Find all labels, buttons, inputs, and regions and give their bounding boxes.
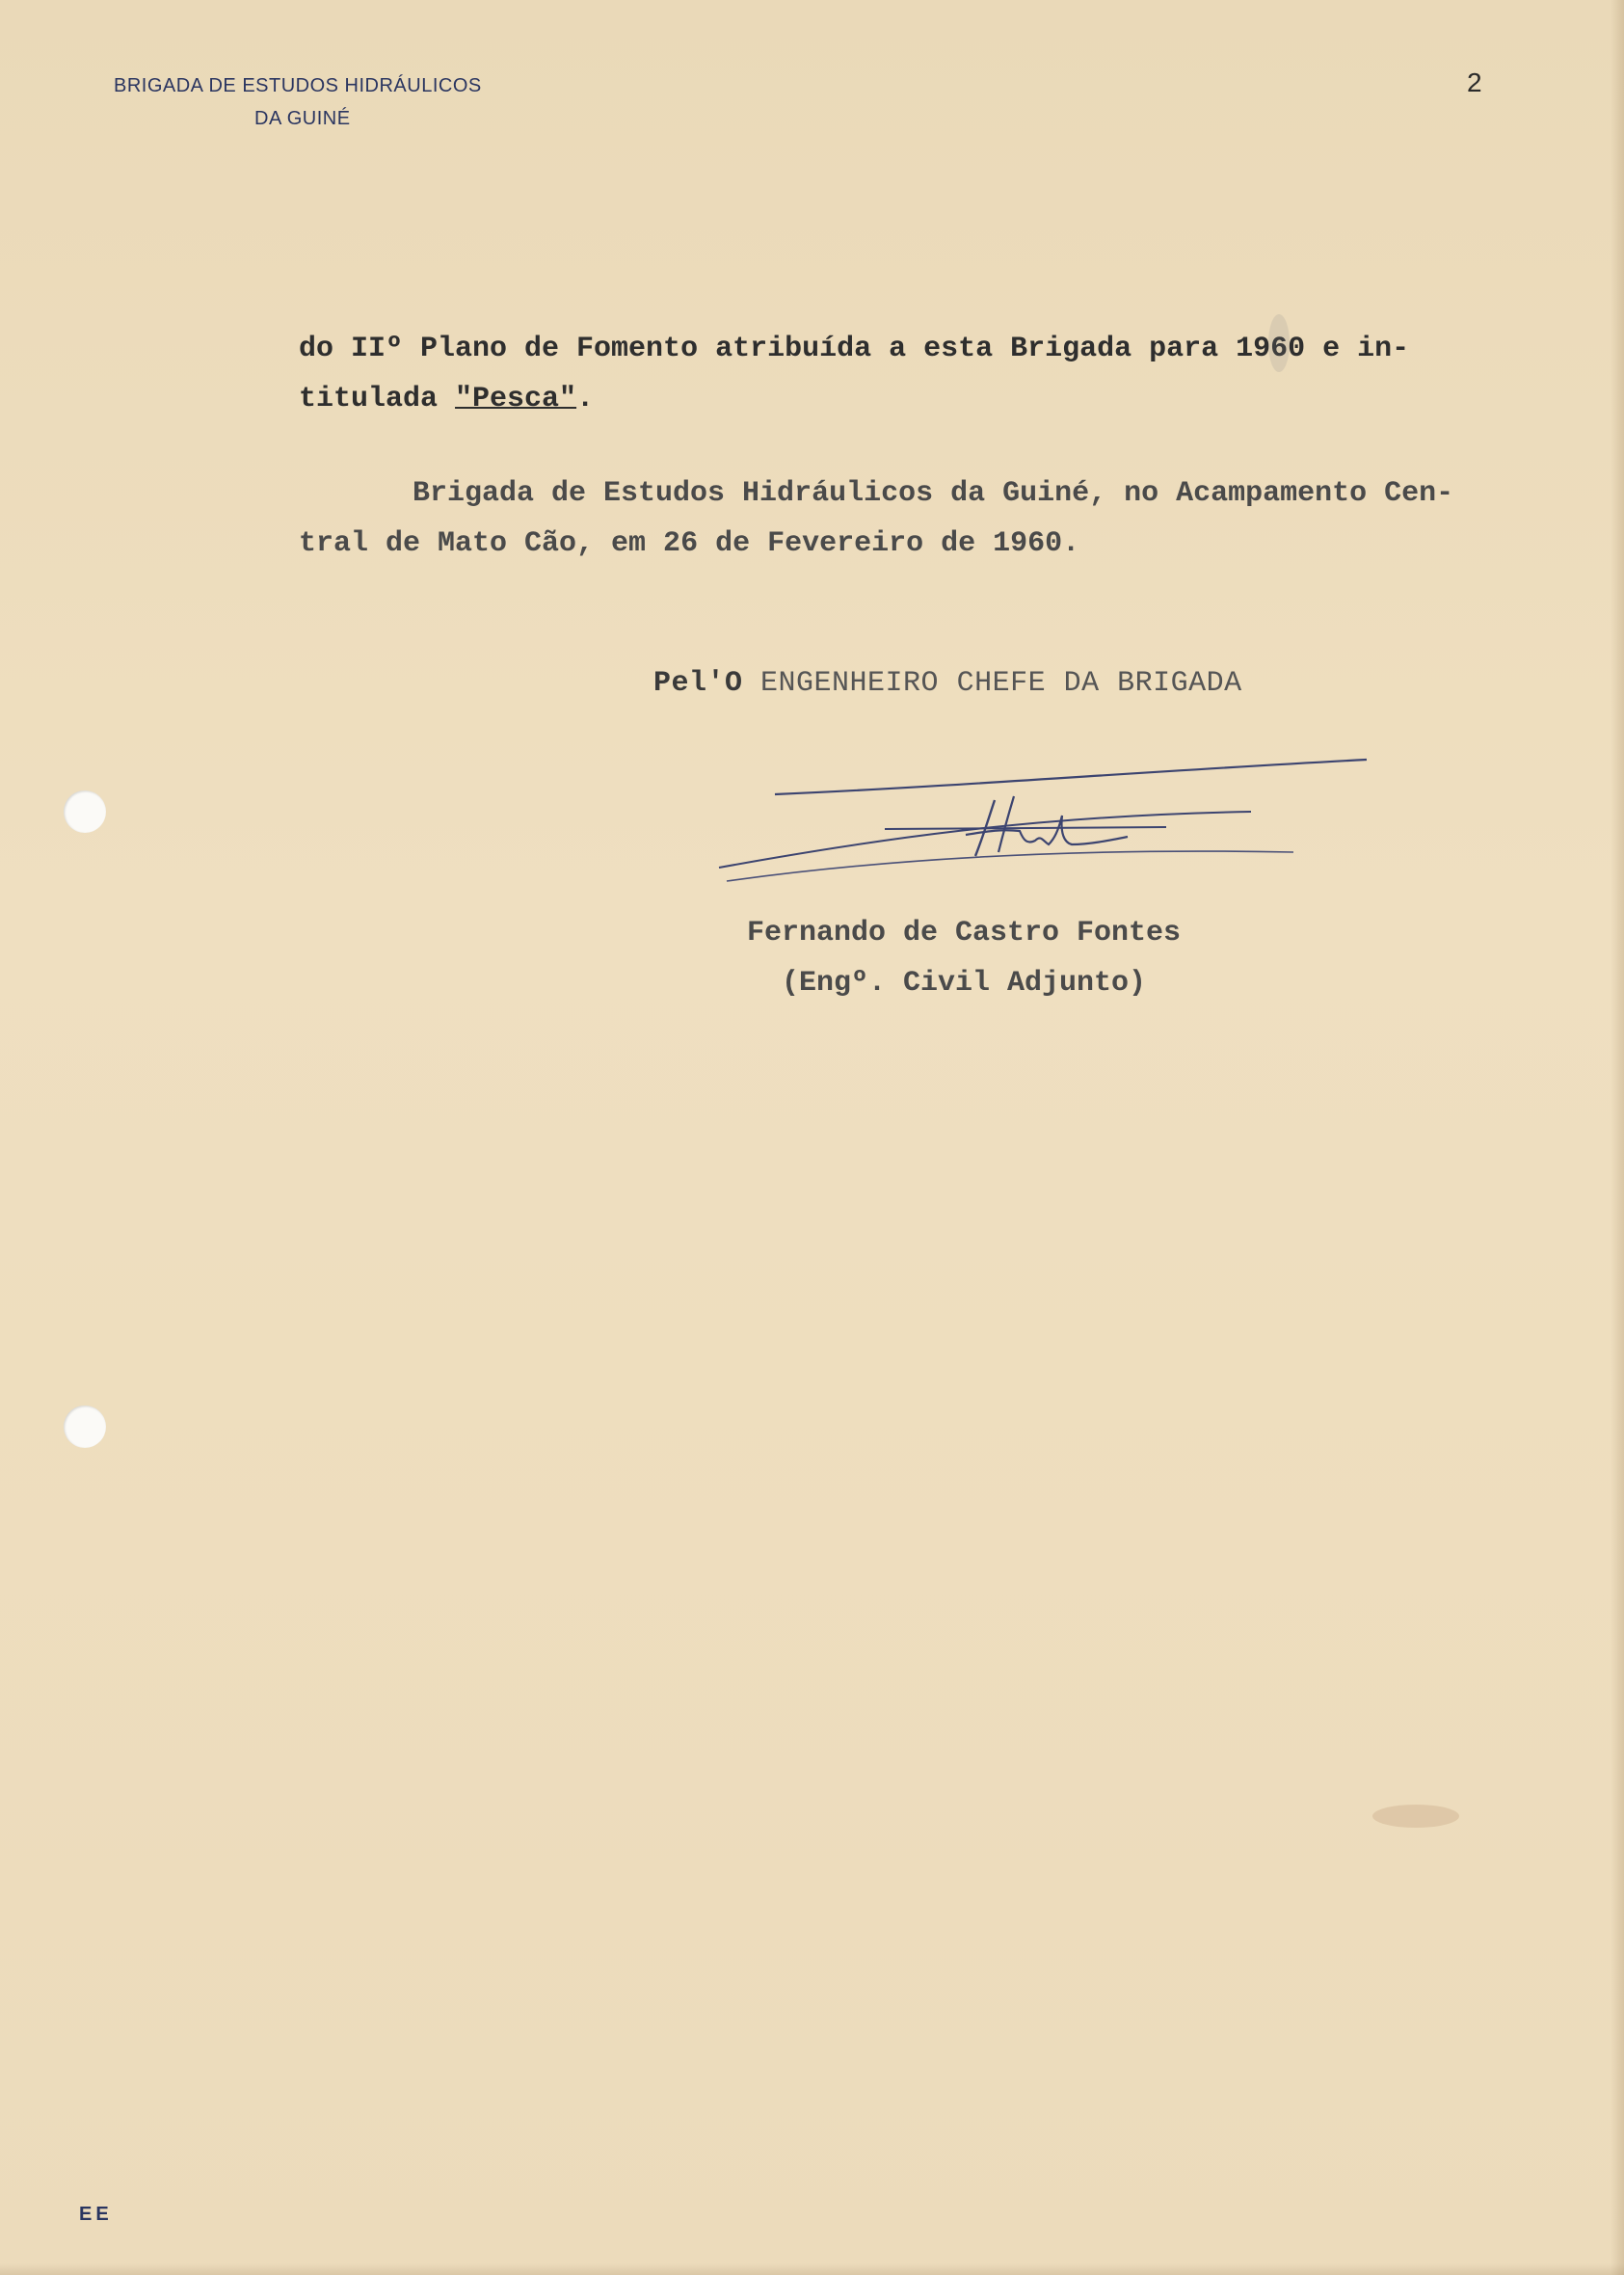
body-text: titulada [299, 383, 456, 415]
punch-hole [64, 1405, 106, 1448]
signer-block [715, 908, 1212, 1008]
body-text-period: . [576, 383, 595, 415]
letterhead-line-2: DA GUINÉ [254, 108, 351, 129]
punch-hole [64, 790, 106, 833]
signer-role: (Engº. Civil Adjunto) [781, 967, 1147, 1000]
letterhead-line-1: BRIGADA DE ESTUDOS HIDRÁULICOS [114, 75, 482, 96]
body-paragraph-1-line-2 [299, 374, 1581, 424]
signature-title-lead: Pel'O [653, 667, 743, 700]
body-paragraph-1 [299, 324, 1581, 424]
place-line: Brigada de Estudos Hidráulicos da Guiné, no Acampamento Cen- [413, 477, 1454, 510]
body-paragraph-1-line-1: do IIº Plano de Fomento atribuída a esta Brigada para 1960 e in- [299, 333, 1410, 365]
body-paragraph-2-line-1 [299, 468, 1610, 519]
page-number: 2 [1467, 67, 1482, 97]
signer-name: Fernando de Castro Fontes [746, 917, 1182, 950]
handwritten-signature [713, 748, 1369, 893]
body-paragraph-2-line-2: tral de Mato Cão, em 26 de Fevereiro de 1960. [299, 527, 1080, 560]
page-bottom-shadow [0, 2263, 1624, 2275]
body-paragraph-2 [299, 468, 1610, 569]
paper-stain [1372, 1805, 1459, 1828]
signature-title-text: ENGENHEIRO CHEFE DA BRIGADA [760, 667, 1242, 700]
signature-title [653, 667, 1242, 700]
page-edge-shadow [1611, 0, 1624, 2275]
letterhead [114, 69, 482, 135]
underlined-title: "Pesca" [455, 383, 577, 415]
paper-stain [1268, 314, 1290, 372]
footer-mark: EE [79, 2204, 113, 2225]
